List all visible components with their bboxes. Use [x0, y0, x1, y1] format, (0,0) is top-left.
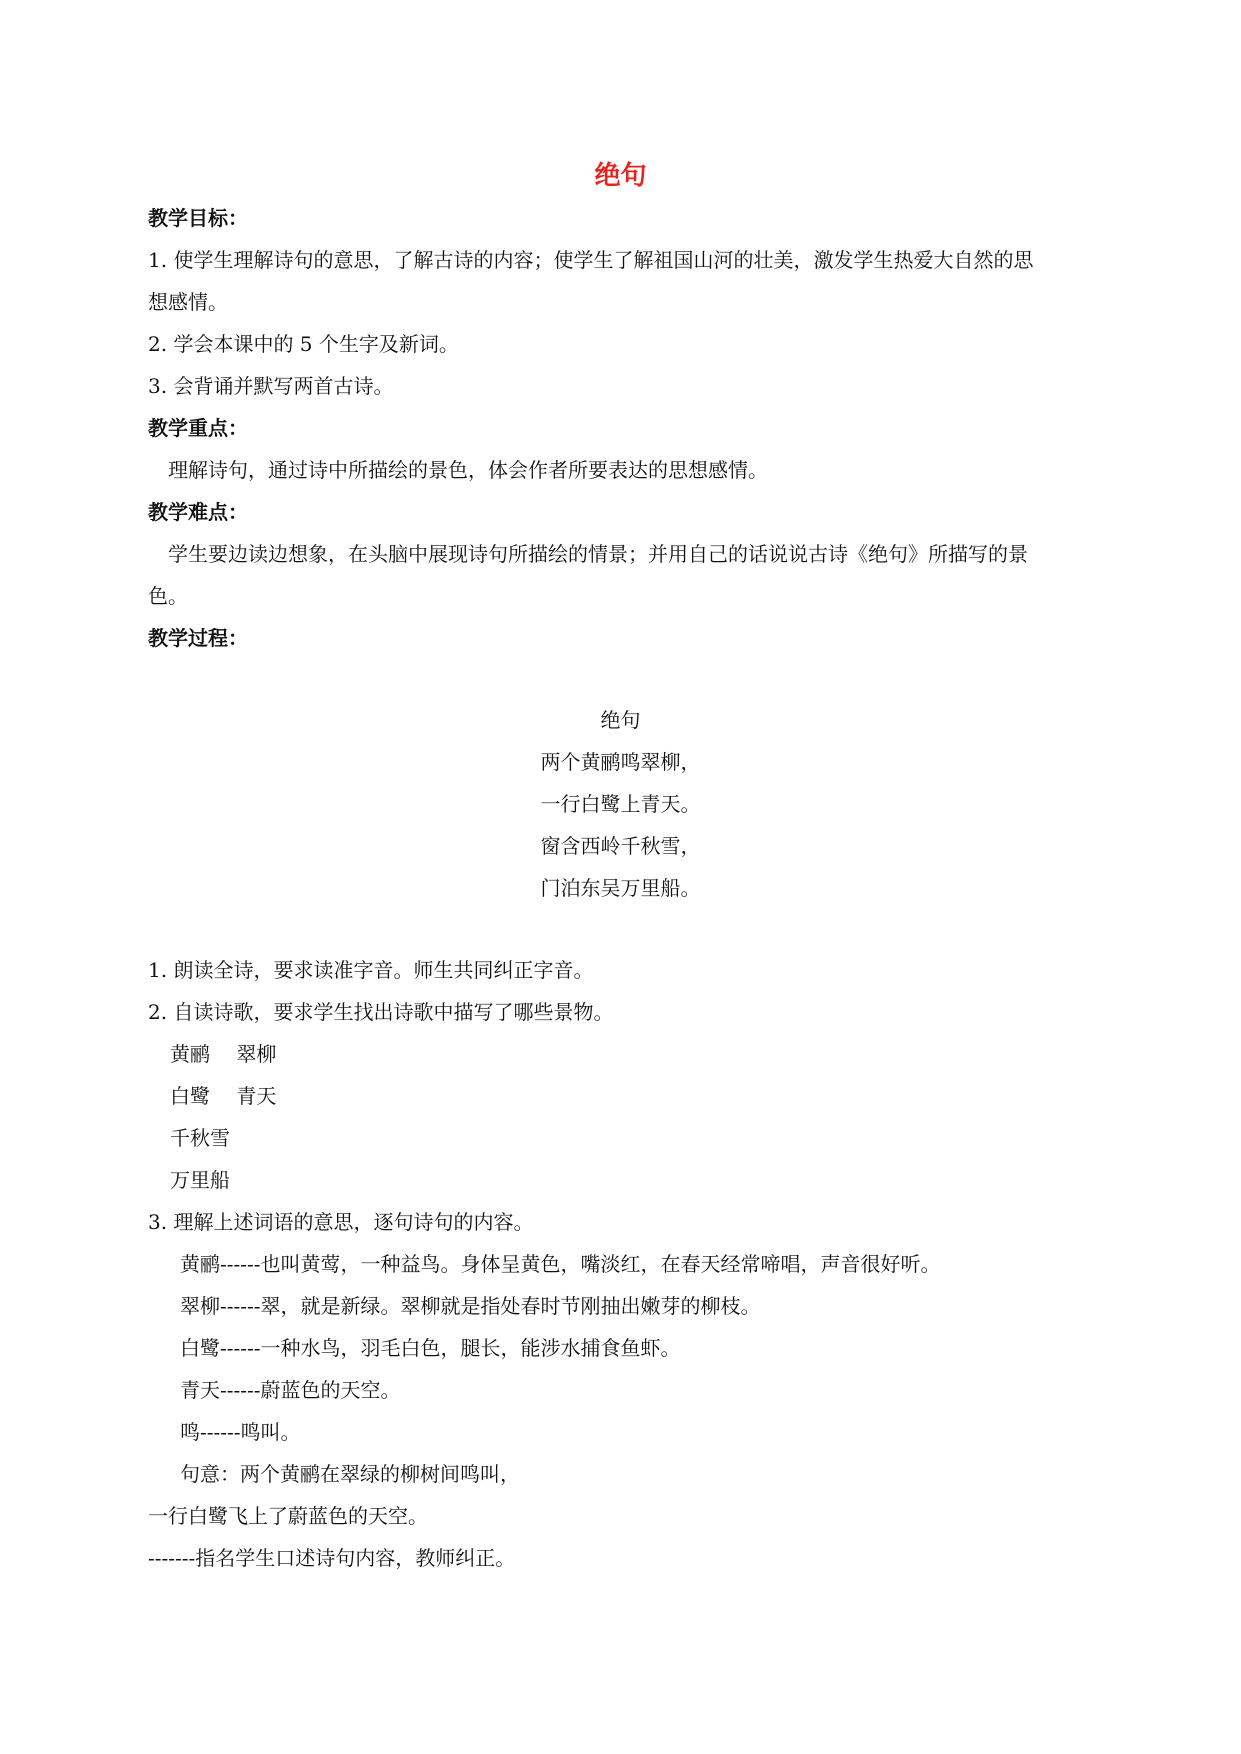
key-points-text: 理解诗句，通过诗中所描绘的景色，体会作者所要表达的思想感情。 [168, 458, 768, 482]
goal-item-3: 3. 会背诵并默写两首古诗。 [148, 374, 394, 398]
difficulties-line-2: 色。 [148, 584, 188, 608]
difficulties-heading: 教学难点： [148, 500, 248, 524]
step-3: 3. 理解上述词语的意思，逐句诗句的内容。 [148, 1210, 534, 1234]
goals-heading: 教学目标： [148, 206, 248, 230]
poem-line: 窗含西岭千秋雪， [540, 834, 701, 858]
poem-line: 两个黄鹂鸣翠柳， [540, 750, 701, 774]
scenery-item: 千秋雪 [170, 1126, 230, 1150]
scenery-item: 白鹭 青天 [170, 1084, 277, 1108]
document-title: 绝句 [594, 161, 647, 191]
meaning-line-1: 句意：两个黄鹂在翠绿的柳树间鸣叫， [180, 1462, 520, 1486]
scenery-item: 黄鹂 翠柳 [170, 1042, 277, 1066]
poem-line: 一行白鹭上青天。 [540, 792, 701, 816]
meaning-line-2: 一行白鹭飞上了蔚蓝色的天空。 [148, 1504, 428, 1528]
difficulties-line-1: 学生要边读边想象，在头脑中展现诗句所描绘的情景；并用自己的话说说古诗《绝句》所描写的景 [168, 542, 1028, 566]
definition-item: 翠柳------翠，就是新绿。翠柳就是指处春时节刚抽出嫩芽的柳枝。 [180, 1294, 761, 1318]
process-heading: 教学过程： [148, 626, 248, 650]
key-points-heading: 教学重点： [148, 416, 248, 440]
goal-item-1-line-1: 1. 使学生理解诗句的意思，了解古诗的内容；使学生了解祖国山河的壮美，激发学生热爱大自然的思 [148, 248, 1034, 272]
scenery-item: 万里船 [170, 1168, 230, 1192]
poem-title: 绝句 [600, 708, 641, 732]
definition-item: 鸣------鸣叫。 [180, 1420, 301, 1444]
step-2: 2. 自读诗歌，要求学生找出诗歌中描写了哪些景物。 [148, 1000, 614, 1024]
definition-item: 黄鹂------也叫黄莺，一种益鸟。身体呈黄色，嘴淡红，在春天经常啼唱，声音很好听。 [180, 1252, 941, 1276]
step-1: 1. 朗读全诗，要求读准字音。师生共同纠正字音。 [148, 958, 594, 982]
final-note: -------指名学生口述诗句内容，教师纠正。 [148, 1546, 516, 1570]
goal-item-2: 2. 学会本课中的 5 个生字及新词。 [148, 332, 459, 356]
goal-item-1-line-2: 想感情。 [148, 290, 228, 314]
poem-line: 门泊东吴万里船。 [540, 876, 701, 900]
definition-item: 青天------蔚蓝色的天空。 [180, 1378, 401, 1402]
definition-item: 白鹭------一种水鸟，羽毛白色，腿长，能涉水捕食鱼虾。 [180, 1336, 681, 1360]
